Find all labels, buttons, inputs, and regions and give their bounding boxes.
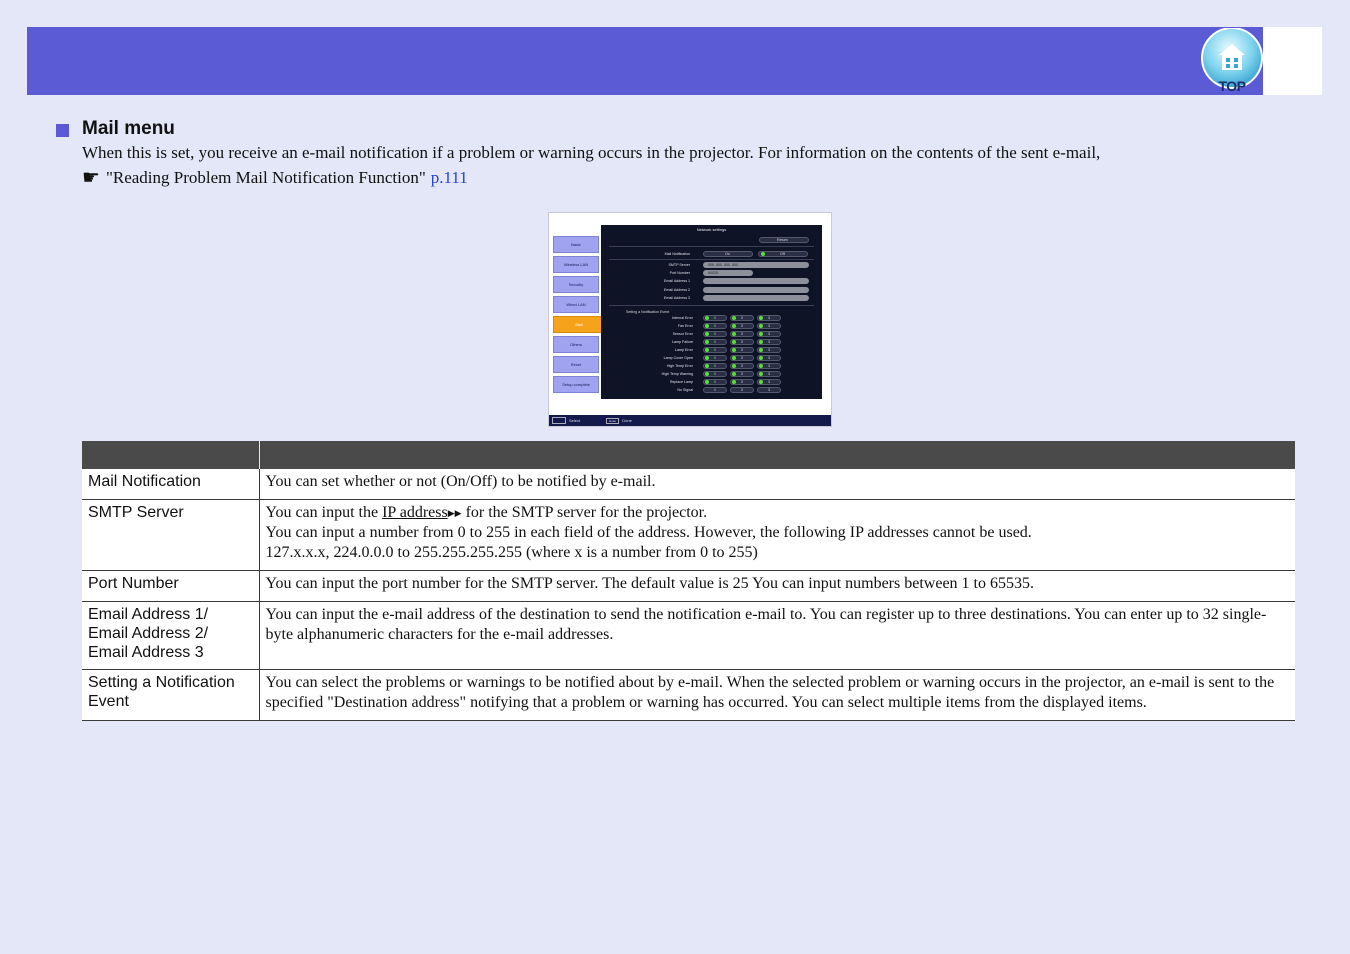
field-label: Email Address 1 bbox=[664, 279, 690, 284]
row-desc: You can input the e-mail address of the destination to send the notification e-mail to. You can register up to three destinations. You can enter up to 32 single-byte alphanumeric characters for the e-mail addresses. bbox=[259, 602, 1295, 670]
table-row bbox=[82, 469, 1295, 500]
event-number: 3 bbox=[768, 348, 770, 352]
header-band bbox=[27, 27, 1263, 95]
off-label: Off bbox=[780, 252, 785, 256]
field-box bbox=[703, 295, 809, 301]
event-number: 1 bbox=[714, 364, 716, 368]
event-number: 1 bbox=[714, 316, 716, 320]
event-number: 3 bbox=[768, 388, 770, 392]
section-bullet bbox=[56, 124, 69, 137]
reference-page-link[interactable]: p.111 bbox=[430, 168, 468, 187]
rule bbox=[609, 246, 814, 247]
event-number: 1 bbox=[714, 332, 716, 336]
event-number: 3 bbox=[768, 356, 770, 360]
event-dot bbox=[732, 332, 736, 336]
event-label: High Temp Error bbox=[666, 364, 693, 368]
event-number: 2 bbox=[741, 356, 743, 360]
field-box bbox=[703, 278, 809, 284]
event-label: Lamp Failure bbox=[672, 340, 693, 344]
top-button-label: TOP bbox=[1218, 78, 1246, 94]
desc-text: You can input the bbox=[265, 504, 383, 521]
field-value: 000 .000 .000 .000 bbox=[708, 263, 738, 267]
screenshot-panel bbox=[601, 225, 822, 399]
table-header-row bbox=[82, 441, 1295, 469]
event-number: 3 bbox=[768, 340, 770, 344]
event-number: 3 bbox=[768, 332, 770, 336]
row-desc: You can select the problems or warnings to be notified about by e-mail. When the selected problem or warning occurs in the projector, an e-mail is sent to the specified "Destination address" notifying that a problem or warning has occurred. You can select multiple items from the displayed items. bbox=[259, 670, 1295, 721]
field-label: Email Address 3 bbox=[664, 295, 690, 300]
event-number: 3 bbox=[768, 324, 770, 328]
field-label: SMTP Server bbox=[668, 263, 690, 267]
event-dot bbox=[705, 340, 709, 344]
row-item: SMTP Server bbox=[82, 500, 259, 571]
row-item bbox=[82, 602, 259, 670]
desc-text: 127.x.x.x, 224.0.0.0 to 255.255.255.255 (where x is a number from 0 to 255) bbox=[265, 544, 758, 561]
row-desc bbox=[259, 500, 1295, 571]
row-item: Port Number bbox=[82, 571, 259, 602]
event-label: Sensor Error bbox=[672, 332, 693, 336]
status-done: Done bbox=[622, 418, 632, 423]
screenshot-tab: Wired LAN bbox=[553, 296, 599, 313]
event-number: 3 bbox=[768, 380, 770, 384]
field-value: 00025 bbox=[708, 271, 718, 276]
rule bbox=[609, 259, 814, 260]
event-number: 2 bbox=[741, 332, 743, 336]
table-row bbox=[82, 500, 1295, 571]
field-label: Mail Notification bbox=[664, 252, 690, 256]
event-dot bbox=[759, 348, 763, 352]
status-select: Select bbox=[569, 418, 581, 423]
mail-menu-section bbox=[56, 118, 1296, 190]
event-dot bbox=[705, 316, 709, 320]
event-dot bbox=[705, 356, 709, 360]
network-settings-screenshot bbox=[548, 212, 832, 427]
top-button[interactable] bbox=[1200, 28, 1264, 94]
table-row bbox=[82, 602, 1295, 670]
event-dot bbox=[732, 348, 736, 352]
reference-line bbox=[82, 166, 1296, 190]
event-dot bbox=[759, 372, 763, 376]
table-header-cell bbox=[82, 441, 259, 469]
table-row bbox=[82, 571, 1295, 602]
event-dot bbox=[732, 364, 736, 368]
event-label: Lamp Cover Open bbox=[663, 356, 693, 360]
event-dot bbox=[732, 372, 736, 376]
table-row bbox=[82, 670, 1295, 721]
event-dot bbox=[705, 364, 709, 368]
select-key-icon bbox=[552, 417, 566, 424]
event-dot bbox=[705, 372, 709, 376]
field-label: Port Number bbox=[669, 271, 690, 276]
event-number: 3 bbox=[768, 364, 770, 368]
screenshot-tab: Basic bbox=[553, 236, 599, 253]
mail-settings-table bbox=[82, 441, 1295, 721]
event-label: High Temp Warning bbox=[661, 372, 693, 376]
event-number: 2 bbox=[741, 388, 743, 392]
event-number: 2 bbox=[741, 380, 743, 384]
event-dot bbox=[759, 316, 763, 320]
row-item: Setting a Notification Event bbox=[82, 670, 259, 721]
event-dot bbox=[732, 380, 736, 384]
event-dot bbox=[705, 324, 709, 328]
event-number: 3 bbox=[768, 372, 770, 376]
event-label: Fan Error bbox=[677, 324, 693, 328]
event-number: 1 bbox=[714, 340, 716, 344]
row-item: Mail Notification bbox=[82, 469, 259, 500]
event-number: 1 bbox=[714, 388, 716, 392]
event-number: 1 bbox=[714, 356, 716, 360]
event-dot bbox=[759, 332, 763, 336]
field-label: Email Address 2 bbox=[664, 287, 690, 292]
event-number: 1 bbox=[714, 348, 716, 352]
event-heading: Setting a Notification Event bbox=[626, 310, 670, 314]
rule bbox=[609, 305, 814, 306]
row-desc: You can input the port number for the SMTP server. The default value is 25 You can input numbers between 1 to 65535. bbox=[259, 571, 1295, 602]
event-number: 2 bbox=[741, 372, 743, 376]
event-label: No Signal bbox=[677, 388, 693, 392]
desc-text: You can input a number from 0 to 255 in each field of the address. However, the following IP addresses cannot be used. bbox=[265, 524, 1032, 541]
event-dot bbox=[759, 380, 763, 384]
event-dot bbox=[759, 364, 763, 368]
screenshot-title: Network settings bbox=[696, 227, 727, 232]
table-header-cell bbox=[259, 441, 1295, 469]
event-dot bbox=[759, 324, 763, 328]
screenshot-tab: Wireless LAN bbox=[553, 256, 599, 273]
row-desc: You can set whether or not (On/Off) to be notified by e-mail. bbox=[259, 469, 1295, 500]
field-box bbox=[703, 287, 809, 293]
screenshot-tab: Security bbox=[553, 276, 599, 293]
event-number: 1 bbox=[714, 324, 716, 328]
event-dot bbox=[705, 348, 709, 352]
event-label: Internal Error bbox=[672, 316, 693, 320]
screenshot-tab: Mail bbox=[553, 316, 605, 333]
event-number: 2 bbox=[741, 340, 743, 344]
event-number: 2 bbox=[741, 364, 743, 368]
event-dot bbox=[759, 340, 763, 344]
selected-dot bbox=[761, 252, 765, 256]
event-number: 2 bbox=[741, 316, 743, 320]
event-label: Lamp Error bbox=[675, 348, 693, 352]
enter-key-icon: Enter bbox=[606, 418, 619, 424]
event-number: 2 bbox=[741, 324, 743, 328]
event-number: 1 bbox=[714, 372, 716, 376]
event-dot bbox=[759, 356, 763, 360]
event-dot bbox=[705, 380, 709, 384]
event-number: 3 bbox=[768, 316, 770, 320]
event-label: Replace Lamp bbox=[669, 380, 693, 384]
desc-text: for the SMTP server for the projector. bbox=[461, 504, 708, 521]
reference-text: "Reading Problem Mail Notification Function" bbox=[105, 168, 426, 187]
row-item-line: Email Address 3 bbox=[88, 644, 204, 661]
on-label: On bbox=[725, 252, 730, 256]
ip-address-link[interactable]: IP address bbox=[382, 504, 448, 521]
section-title: Mail menu bbox=[82, 118, 175, 139]
row-item-line: Email Address 2/ bbox=[88, 625, 209, 642]
event-dot bbox=[732, 316, 736, 320]
pointing-hand-icon: ☛ bbox=[82, 167, 100, 189]
event-number: 1 bbox=[714, 380, 716, 384]
return-label: Return bbox=[777, 238, 788, 242]
event-dot bbox=[732, 356, 736, 360]
event-dot bbox=[732, 340, 736, 344]
glossary-arrow-icon: ▶▶ bbox=[447, 508, 462, 518]
screenshot-tab: Setup complete bbox=[553, 376, 599, 393]
screenshot-tab: Reset bbox=[553, 356, 599, 373]
event-dot bbox=[705, 332, 709, 336]
event-number: 2 bbox=[741, 348, 743, 352]
screenshot-tab: Others bbox=[553, 336, 599, 353]
section-intro: When this is set, you receive an e-mail notification if a problem or warning occurs in the projector. For information on the contents of the sent e-mail, bbox=[82, 143, 1101, 162]
screenshot-status-bar bbox=[549, 415, 831, 426]
row-item-line: Email Address 1/ bbox=[88, 606, 209, 623]
event-dot bbox=[732, 324, 736, 328]
header-corner bbox=[1263, 27, 1322, 95]
